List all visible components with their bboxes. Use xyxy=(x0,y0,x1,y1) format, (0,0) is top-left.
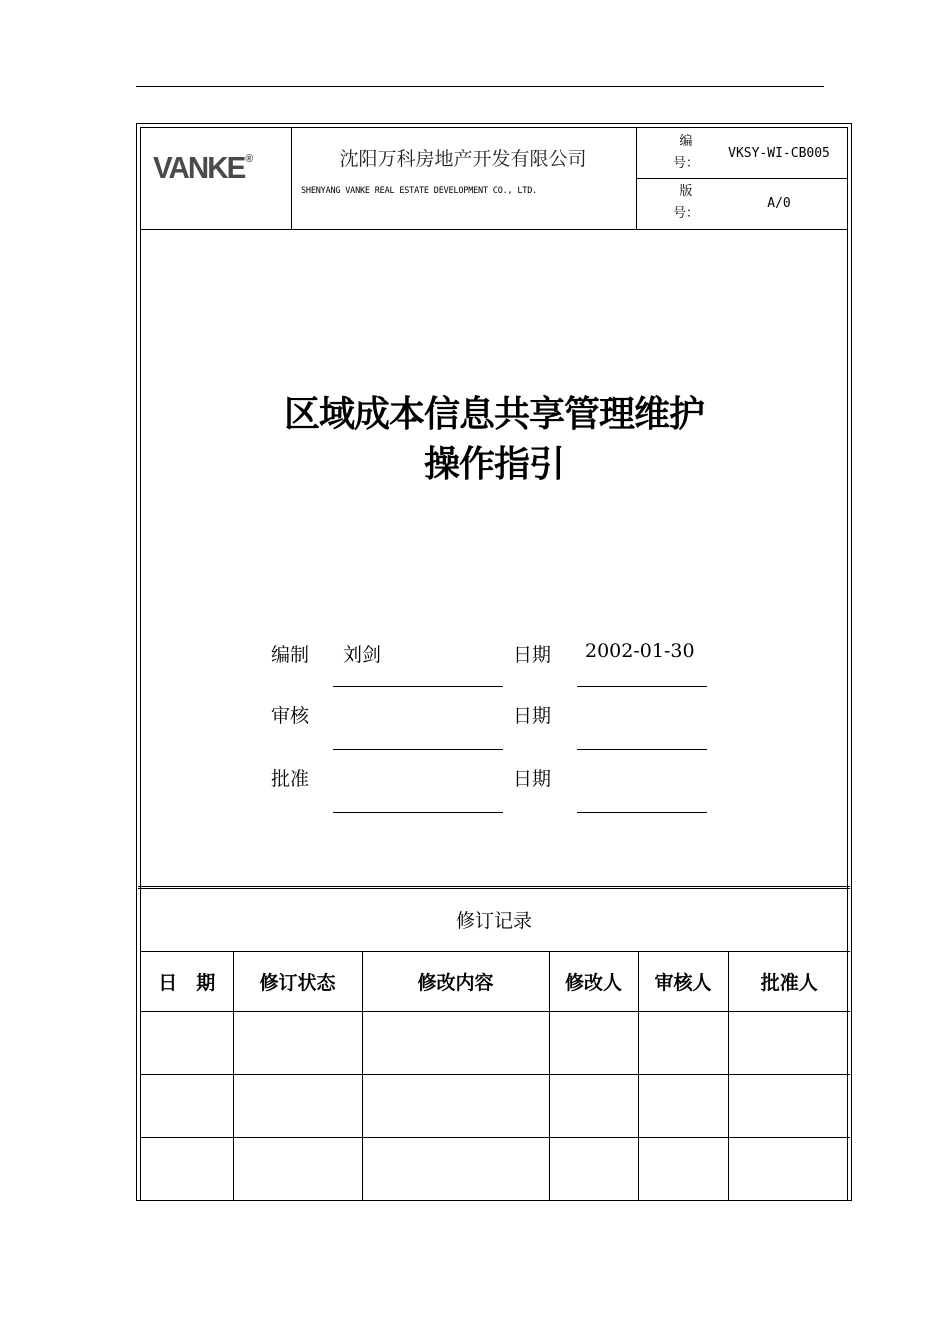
table-cell xyxy=(728,1138,850,1201)
prepared-date-label: 日期 xyxy=(513,644,552,666)
document-code: VKSY-WI-CB005 xyxy=(728,146,830,161)
revision-table xyxy=(141,951,850,1201)
prepared-date: 2002-01-30 xyxy=(585,640,695,662)
table-cell xyxy=(233,1138,362,1201)
approved-by-line xyxy=(333,812,503,813)
reviewed-by-line xyxy=(333,749,503,750)
table-cell xyxy=(362,1075,549,1138)
table-cell xyxy=(549,1075,638,1138)
table-row xyxy=(141,1138,850,1201)
column-header-modifier: 修改人 xyxy=(549,952,638,1012)
table-row xyxy=(141,1012,850,1075)
company-name-cn: 沈阳万科房地产开发有限公司 xyxy=(339,148,587,170)
table-cell xyxy=(549,1012,638,1075)
document-frame xyxy=(136,123,852,1201)
reviewed-label: 审核 xyxy=(271,705,310,727)
table-cell xyxy=(141,1138,233,1201)
revision-title: 修订记录 xyxy=(455,910,532,932)
approved-date-line xyxy=(577,812,707,813)
column-header-approver: 批准人 xyxy=(728,952,850,1012)
version-label: 版 号： xyxy=(672,184,699,221)
top-rule xyxy=(136,86,824,87)
table-cell xyxy=(638,1012,728,1075)
document-frame-inner xyxy=(140,127,848,1200)
table-cell xyxy=(141,1012,233,1075)
approved-date-label: 日期 xyxy=(513,768,552,790)
vanke-logo: VANKE® xyxy=(153,150,254,185)
table-cell xyxy=(549,1138,638,1201)
column-header-content: 修改内容 xyxy=(362,952,549,1012)
table-row xyxy=(141,1075,850,1138)
header-bottom-rule xyxy=(141,229,847,230)
table-cell xyxy=(728,1075,850,1138)
prepared-label: 编制 xyxy=(271,644,310,666)
code-label: 编 号： xyxy=(672,134,699,171)
company-name-en: SHENYANG VANKE REAL ESTATE DEVELOPMENT CO., LTD. xyxy=(301,186,538,196)
prepared-date-line xyxy=(577,686,707,687)
reviewed-date-line xyxy=(577,749,707,750)
prepared-by-line xyxy=(333,686,503,687)
column-header-date: 日 期 xyxy=(141,952,233,1012)
table-cell xyxy=(233,1075,362,1138)
column-header-reviewer: 审核人 xyxy=(638,952,728,1012)
column-header-status: 修订状态 xyxy=(233,952,362,1012)
reviewed-date-label: 日期 xyxy=(513,705,552,727)
prepared-by: 刘剑 xyxy=(343,644,382,666)
table-cell xyxy=(728,1012,850,1075)
table-cell xyxy=(638,1138,728,1201)
table-cell xyxy=(362,1138,549,1201)
header-row-divider xyxy=(636,178,847,179)
document-version: A/0 xyxy=(767,196,791,211)
revision-table-header xyxy=(141,952,850,1012)
table-cell xyxy=(638,1075,728,1138)
revision-section-rule xyxy=(138,886,850,889)
table-cell xyxy=(141,1075,233,1138)
table-cell xyxy=(362,1012,549,1075)
document-title-line-1: 区域成本信息共享管理维护 xyxy=(283,394,704,435)
document-title-line-2: 操作指引 xyxy=(423,444,564,485)
table-cell xyxy=(233,1012,362,1075)
approved-label: 批准 xyxy=(271,768,310,790)
